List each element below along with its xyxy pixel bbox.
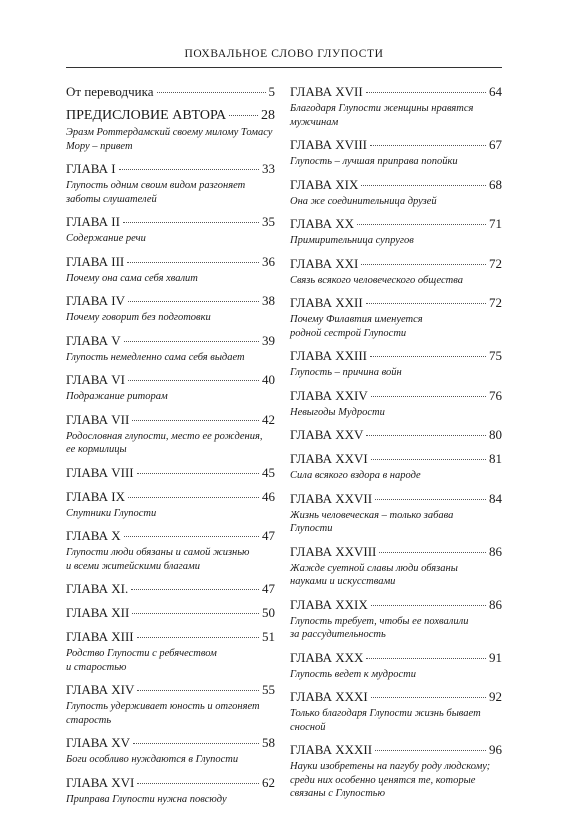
page-number: 76: [489, 387, 502, 403]
toc-entry: [290, 650, 502, 682]
page-number: 81: [489, 451, 502, 466]
chapter-title: ГЛАВА XXIII: [290, 348, 367, 363]
toc-entry: [66, 465, 275, 481]
toc-entry: [290, 348, 502, 380]
chapter-subtitle: Спутники Глупости: [66, 507, 157, 519]
toc-entry-heading[interactable]: [66, 489, 275, 505]
chapter-title: ГЛАВА XIV: [66, 682, 135, 697]
page-number: 91: [489, 649, 502, 665]
dot-leader: [132, 420, 259, 421]
chapter-subtitle: Только благодаря Глупости жизнь бывает: [290, 708, 481, 719]
dot-leader: [137, 637, 259, 638]
dot-leader: [379, 552, 486, 553]
toc-entry-heading[interactable]: [66, 581, 275, 597]
chapter-subtitle: Приправа Глупости нужна повсюду: [66, 793, 227, 805]
chapter-subtitle: родной сестрой Глупости: [290, 327, 407, 339]
toc-entry-heading[interactable]: [66, 629, 275, 645]
toc-entry: [66, 775, 275, 807]
dot-leader: [366, 303, 486, 304]
page-number: 38: [262, 293, 275, 308]
toc-entry-heading[interactable]: [290, 216, 502, 232]
chapter-title: ГЛАВА VI: [66, 372, 125, 387]
chapter-subtitle: Глупость одним своим видом разгоняет: [66, 180, 246, 191]
chapter-subtitle: среди них особенно ценятся те, которые: [290, 774, 476, 786]
toc-entry: [66, 333, 275, 365]
chapter-subtitle: сносной: [290, 721, 326, 733]
page-number: 42: [262, 411, 275, 427]
page-number: 46: [262, 488, 275, 504]
chapter-title: ГЛАВА XVII: [290, 84, 363, 99]
chapter-subtitle: Мору – привет: [66, 140, 133, 152]
toc-entry-heading[interactable]: [290, 544, 502, 560]
toc-entry-heading[interactable]: [290, 650, 502, 666]
page-number: 96: [489, 742, 502, 757]
chapter-subtitle: за рассудительность: [290, 629, 386, 640]
dot-leader: [371, 459, 486, 460]
toc-entry-heading[interactable]: [290, 137, 502, 153]
chapter-title: ГЛАВА I: [66, 161, 116, 176]
chapter-subtitle: Почему она сама себя хвалит: [66, 272, 198, 284]
toc-entry: [66, 412, 275, 457]
chapter-subtitle: Жизнь человеческая – только забава: [290, 509, 454, 521]
toc-entry: [66, 293, 275, 325]
dot-leader: [128, 301, 259, 302]
chapter-title: ГЛАВА XV: [66, 735, 131, 750]
chapter-subtitle: Глупость – причина войн: [290, 367, 402, 378]
chapter-subtitle: ее кормилицы: [66, 444, 127, 455]
chapter-title: ГЛАВА XXII: [290, 295, 363, 310]
dot-leader: [375, 750, 486, 751]
toc-entry: [66, 605, 275, 621]
page-number: 39: [262, 332, 275, 348]
dot-leader: [132, 613, 259, 614]
toc-entry-heading[interactable]: [290, 597, 502, 613]
dot-leader: [357, 224, 486, 225]
toc-entry: [66, 161, 275, 206]
toc-entry: [290, 491, 502, 536]
dot-leader: [137, 690, 259, 691]
dot-leader: [361, 185, 486, 186]
toc-entry-heading[interactable]: [66, 214, 275, 230]
dot-leader: [131, 589, 259, 590]
chapter-title: ГЛАВА XI.: [66, 581, 129, 596]
toc-entry-heading[interactable]: [66, 372, 275, 388]
chapter-title: ГЛАВА XIX: [290, 176, 359, 192]
dot-leader: [371, 697, 486, 698]
chapter-title: ГЛАВА XII: [66, 605, 130, 620]
chapter-subtitle: и всеми житейскими благами: [66, 560, 200, 572]
page-number: 71: [489, 216, 502, 231]
toc-entry-heading[interactable]: [66, 605, 275, 621]
page-number: 36: [262, 253, 275, 269]
toc-entry-heading[interactable]: [290, 256, 502, 272]
chapter-title: ГЛАВА III: [66, 253, 125, 269]
toc-entry-heading[interactable]: [290, 451, 502, 467]
chapter-subtitle: Сила всякого вздора в народе: [290, 470, 421, 481]
chapter-subtitle: Содержание речи: [66, 233, 146, 244]
toc-entry-heading[interactable]: [290, 295, 502, 311]
chapter-title: ГЛАВА X: [66, 528, 121, 543]
chapter-subtitle: Глупость немедленно сама себя выдает: [66, 351, 245, 363]
toc-entry-heading[interactable]: [290, 742, 502, 758]
chapter-subtitle: Жажде суетной славы люди обязаны: [290, 562, 458, 574]
chapter-title: ГЛАВА VIII: [66, 464, 134, 480]
toc-entry-heading[interactable]: [290, 689, 502, 705]
chapter-subtitle: Родство Глупости с ребячеством: [66, 648, 217, 659]
dot-leader: [128, 380, 259, 381]
toc-entry: [66, 489, 275, 521]
page-number: 50: [262, 605, 275, 620]
page-number: 67: [489, 137, 502, 152]
page-number: 55: [262, 682, 275, 697]
chapter-subtitle: Глупости люди обязаны и самой жизнью: [66, 547, 250, 558]
toc-entry: [290, 137, 502, 169]
toc-entry: [290, 689, 502, 734]
chapter-subtitle: Глупость требует, чтобы ее похвалили: [290, 615, 469, 627]
page-number: 40: [262, 372, 275, 387]
toc-entry: [66, 581, 275, 597]
page-number: 84: [489, 490, 502, 506]
dot-leader: [361, 264, 486, 265]
chapter-subtitle: Глупости: [290, 523, 333, 534]
chapter-subtitle: мужчинам: [290, 116, 339, 128]
toc-entry-heading[interactable]: [66, 412, 275, 428]
toc-entry: [290, 177, 502, 209]
dot-leader: [123, 222, 259, 223]
dot-leader: [124, 536, 259, 537]
chapter-title: ГЛАВА XXI: [290, 255, 359, 271]
toc-entry-heading[interactable]: [66, 84, 275, 100]
chapter-subtitle: Почему Филавтия именуется: [290, 314, 423, 325]
chapter-title: ПРЕДИСЛОВИЕ АВТОРА: [66, 108, 227, 123]
toc-entry: [290, 388, 502, 420]
chapter-subtitle: Она же соединительница друзей: [290, 195, 437, 207]
chapter-title: ГЛАВА XVIII: [290, 137, 367, 152]
page-number: 72: [489, 255, 502, 271]
dot-leader: [137, 473, 259, 474]
page-number: 86: [489, 543, 502, 559]
page-number: 33: [262, 161, 275, 176]
toc-entry-heading[interactable]: [290, 427, 502, 443]
page-number: 64: [489, 84, 502, 99]
dot-leader: [371, 605, 486, 606]
chapter-subtitle: Глупость – лучшая приправа попойки: [290, 156, 458, 167]
toc-entry: [66, 84, 275, 100]
dot-leader: [137, 783, 259, 784]
dot-leader: [157, 92, 266, 93]
toc-entry-heading[interactable]: [290, 84, 502, 100]
chapter-title: ГЛАВА XXX: [290, 649, 364, 665]
chapter-title: ГЛАВА XXXI: [290, 689, 368, 704]
toc-entry-heading[interactable]: [66, 735, 275, 751]
toc-entry: [290, 544, 502, 589]
dot-leader: [366, 435, 486, 436]
page-number: 5: [268, 84, 275, 99]
dot-leader: [229, 115, 258, 116]
page-number: 68: [489, 176, 502, 192]
dot-leader: [370, 356, 486, 357]
chapter-subtitle: Боги особливо нуждаются в Глупости: [66, 754, 239, 765]
toc-entry: [290, 451, 502, 483]
toc-entry: [66, 629, 275, 674]
toc-entry: [290, 295, 502, 340]
toc-entry-heading[interactable]: [66, 465, 275, 481]
toc-entry: [66, 108, 275, 153]
chapter-subtitle: Эразм Роттердамский своему милому Томасу: [66, 127, 273, 138]
chapter-subtitle: и старостью: [66, 661, 127, 673]
chapter-title: ГЛАВА XXIV: [290, 387, 368, 403]
chapter-subtitle: Невыгоды Мудрости: [290, 406, 385, 418]
toc-entry: [66, 682, 275, 727]
chapter-subtitle: заботы слушателей: [66, 193, 157, 205]
toc-entry: [290, 256, 502, 288]
chapter-title: ГЛАВА XXVIII: [290, 543, 377, 559]
chapter-subtitle: связаны с Глупостью: [290, 788, 385, 799]
toc-left-column: [66, 84, 275, 814]
chapter-subtitle: Связь всякого человеческого общества: [290, 274, 463, 286]
chapter-title: ГЛАВА XIII: [66, 629, 134, 644]
toc-entry-heading[interactable]: [66, 108, 275, 124]
dot-leader: [370, 145, 486, 146]
toc-entry-heading[interactable]: [290, 491, 502, 507]
chapter-subtitle: науками и искусствами: [290, 576, 396, 587]
chapter-subtitle: Глупость удерживает юность и отгоняет: [66, 701, 260, 712]
chapter-title: ГЛАВА IV: [66, 293, 125, 308]
toc-entry: [66, 254, 275, 286]
chapter-subtitle: Благодаря Глупости женщины нравятся: [290, 103, 474, 114]
dot-leader: [366, 658, 486, 659]
chapter-title: ГЛАВА XX: [290, 216, 355, 231]
chapter-title: ГЛАВА II: [66, 214, 120, 229]
chapter-title: ГЛАВА XXVII: [290, 490, 373, 506]
toc-entry-heading[interactable]: [66, 682, 275, 698]
page-number: 75: [489, 348, 502, 363]
chapter-title: От переводчика: [66, 84, 154, 99]
page-number: 58: [262, 735, 275, 750]
toc-entry: [290, 216, 502, 248]
toc-right-column: [290, 84, 502, 809]
toc-entry-heading[interactable]: [66, 293, 275, 309]
toc-entry-heading[interactable]: [290, 348, 502, 364]
page-number: 80: [489, 427, 502, 442]
dot-leader: [127, 262, 259, 263]
page-number: 47: [262, 528, 275, 543]
dot-leader: [371, 396, 486, 397]
page-number: 92: [489, 689, 502, 704]
toc-entry: [66, 528, 275, 573]
page-number: 47: [262, 581, 275, 596]
toc-entry: [290, 597, 502, 642]
dot-leader: [119, 169, 259, 170]
toc-entry: [290, 427, 502, 443]
chapter-subtitle: старость: [66, 714, 112, 726]
dot-leader: [375, 499, 486, 500]
chapter-title: ГЛАВА XVI: [66, 774, 135, 790]
toc-entry-heading[interactable]: [66, 528, 275, 544]
chapter-title: ГЛАВА XXVI: [290, 451, 368, 466]
toc-entry: [290, 84, 502, 129]
toc-entry-heading[interactable]: [290, 177, 502, 193]
toc-entry-heading[interactable]: [66, 254, 275, 270]
dot-leader: [128, 497, 259, 498]
chapter-subtitle: Науки изобретены на пагубу роду людскому;: [290, 761, 491, 772]
page-number: 72: [489, 295, 502, 310]
chapter-subtitle: Глупость ведет к мудрости: [290, 668, 416, 680]
dot-leader: [133, 743, 259, 744]
toc-entry: [66, 735, 275, 767]
page-number: 86: [489, 596, 502, 612]
toc-entry-heading[interactable]: [290, 388, 502, 404]
chapter-title: ГЛАВА V: [66, 332, 121, 348]
dot-leader: [366, 92, 486, 93]
dot-leader: [124, 341, 259, 342]
page-number: 62: [262, 774, 275, 790]
chapter-title: ГЛАВА XXIX: [290, 596, 368, 612]
chapter-subtitle: Примирительница супругов: [290, 235, 414, 246]
toc-entry: [66, 372, 275, 404]
chapter-title: ГЛАВА XXV: [290, 427, 364, 442]
toc-entry: [66, 214, 275, 246]
chapter-subtitle: Почему говорит без подготовки: [66, 312, 211, 323]
toc-entry-heading[interactable]: [66, 161, 275, 177]
page-number: 51: [262, 629, 275, 644]
page-number: 45: [262, 464, 275, 480]
header-rule: [66, 67, 502, 68]
chapter-title: ГЛАВА XXXII: [290, 742, 373, 757]
page-number: 28: [261, 108, 275, 123]
chapter-title: ГЛАВА IX: [66, 488, 125, 504]
chapter-subtitle: Родословная глупости, место ее рождения,: [66, 430, 263, 442]
toc-entry-heading[interactable]: [66, 333, 275, 349]
toc-entry: [290, 742, 502, 801]
chapter-subtitle: Подражание риторам: [66, 391, 168, 402]
toc-entry-heading[interactable]: [66, 775, 275, 791]
running-head: ПОХВАЛЬНОЕ СЛОВО ГЛУПОСТИ: [184, 48, 384, 60]
page-number: 35: [262, 214, 275, 229]
chapter-title: ГЛАВА VII: [66, 411, 130, 427]
